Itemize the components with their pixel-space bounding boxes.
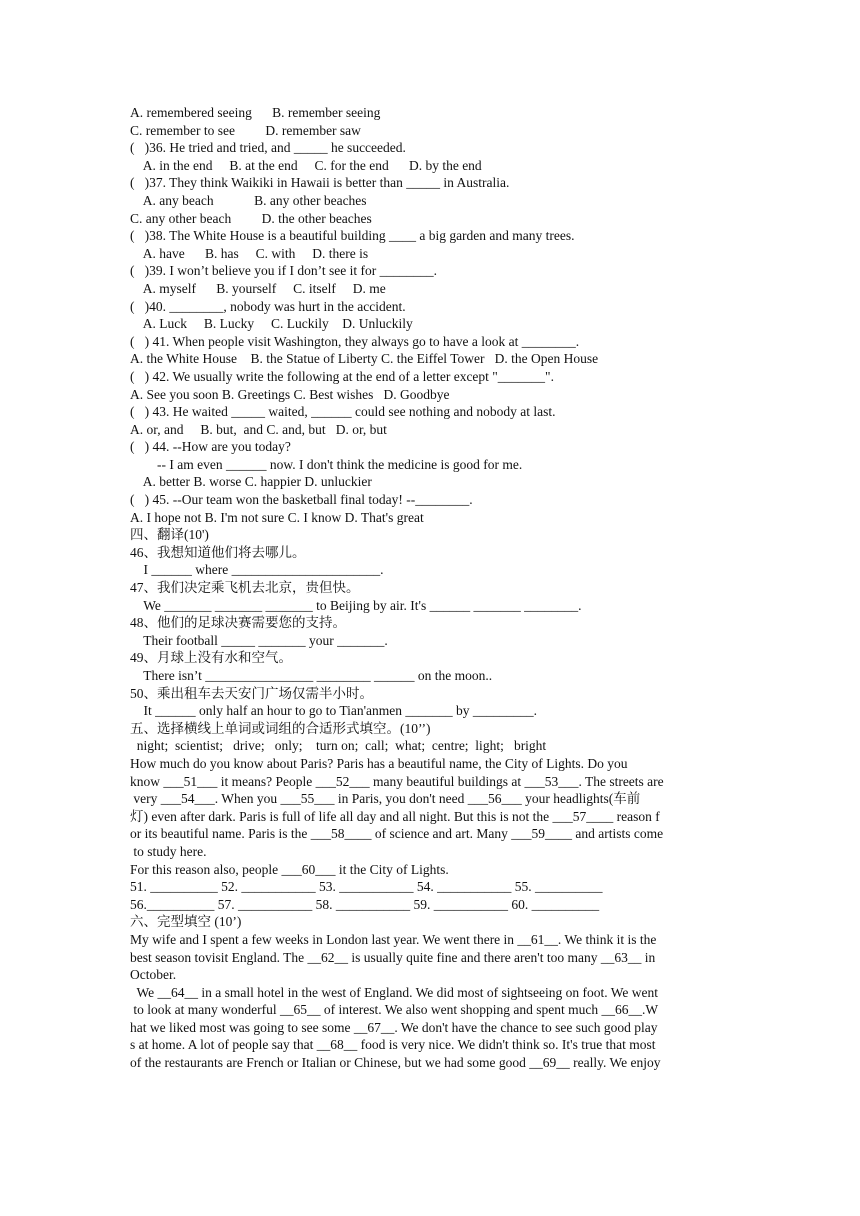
text-line: For this reason also, people ___60___ it the City of Lights. bbox=[130, 861, 449, 877]
text-line: Their football _____ _______ your _______. bbox=[130, 632, 388, 648]
text-line: best season tovisit England. The __62__ is usually quite fine and there aren't too many __63__ in bbox=[130, 949, 656, 965]
section-heading: 六、完型填空 (10’) bbox=[130, 914, 242, 930]
text-line: very ___54___. When you ___55___ in Paris, you don't need ___56___ your headlights(车前 bbox=[130, 791, 641, 807]
text-line: A. remembered seeing B. remember seeing bbox=[130, 105, 381, 120]
text-line: ( )38. The White House is a beautiful building ____ a big garden and many trees. bbox=[130, 228, 575, 244]
text-line: ( )37. They think Waikiki in Hawaii is better than _____ in Australia. bbox=[130, 175, 510, 191]
text-line: A. or, and B. but, and C. and, but D. or, but bbox=[130, 421, 387, 437]
text-line: We _______ _______ _______ to Beijing by air. It's ______ _______ ________. bbox=[130, 597, 582, 613]
section-heading: 五、选择横线上单词或词组的合适形式填空。(10’’) bbox=[130, 720, 431, 736]
text-line: There isn’t ________________ ________ ______ on the moon.. bbox=[130, 668, 493, 683]
text-line: to study here. bbox=[130, 843, 207, 859]
text-line: C. remember to see D. remember saw bbox=[130, 122, 361, 138]
text-line: A. I hope not B. I'm not sure C. I know D. That's great bbox=[130, 509, 424, 525]
text-line: ( ) 44. --How are you today? bbox=[130, 439, 291, 455]
text-line: A. the White House B. the Statue of Liberty C. the Eiffel Tower D. the Open House bbox=[130, 351, 599, 367]
text-line: It ______ only half an hour to go to Tian'anmen _______ by _________. bbox=[130, 703, 538, 719]
document-body bbox=[130, 104, 740, 1072]
text-line: I ______ where ______________________. bbox=[130, 562, 384, 578]
text-line: A. better B. worse C. happier D. unluckier bbox=[130, 474, 372, 490]
text-line: How much do you know about Paris? Paris has a beautiful name, the City of Lights. Do you bbox=[130, 755, 628, 771]
text-line: A. myself B. yourself C. itself D. me bbox=[130, 280, 386, 296]
text-line: A. Luck B. Lucky C. Luckily D. Unluckily bbox=[130, 316, 413, 332]
text-line: s at home. A lot of people say that __68__ food is very nice. We didn't think so. It's true that most bbox=[130, 1037, 656, 1053]
text-line: or its beautiful name. Paris is the ___58____ of science and art. Many ___59____ and artists come bbox=[130, 826, 664, 842]
text-line: A. have B. has C. with D. there is bbox=[130, 245, 369, 261]
text-line: ( )40. ________, nobody was hurt in the accident. bbox=[130, 298, 406, 314]
answer-blanks: 51. __________ 52. ___________ 53. ___________ 54. ___________ 55. __________ bbox=[130, 879, 603, 895]
text-line: know ___51___ it means? People ___52___ many beautiful buildings at ___53___. The streets are bbox=[130, 773, 664, 789]
section-heading: 四、翻译(10') bbox=[130, 527, 209, 543]
text-line: A. any beach B. any other beaches bbox=[130, 192, 367, 208]
text-line: 灯) even after dark. Paris is full of life all day and all night. But this is not the ___57____ reason f bbox=[130, 808, 660, 824]
text-line: to look at many wonderful __65__ of interest. We also went shopping and spent much __66__.W bbox=[130, 1002, 659, 1018]
text-line: ( ) 42. We usually write the following at the end of a letter except "_______". bbox=[130, 368, 554, 384]
text-line: ( ) 43. He waited _____ waited, ______ could see nothing and nobody at last. bbox=[130, 404, 556, 420]
text-line: ( ) 41. When people visit Washington, they always go to have a look at ________. bbox=[130, 333, 580, 349]
text-line: -- I am even ______ now. I don't think the medicine is good for me. bbox=[130, 456, 523, 472]
text-line: A. See you soon B. Greetings C. Best wishes D. Goodbye bbox=[130, 386, 450, 402]
answer-blanks: 56.__________ 57. ___________ 58. ___________ 59. ___________ 60. __________ bbox=[130, 896, 600, 912]
text-line: 48、他们的足球决赛需要您的支持。 bbox=[130, 615, 346, 631]
text-line: 50、乘出租车去天安门广场仅需半小时。 bbox=[130, 685, 373, 701]
text-line: October. bbox=[130, 967, 177, 983]
text-line: 47、我们决定乘飞机去北京，贵但快。 bbox=[130, 580, 360, 596]
text-line: We __64__ in a small hotel in the west of England. We did most of sightseeing on foot. We went bbox=[130, 984, 659, 1000]
text-line: ( )39. I won’t believe you if I don’t see it for ________. bbox=[130, 263, 437, 279]
text-line: 49、月球上没有水和空气。 bbox=[130, 650, 292, 666]
text-line: A. in the end B. at the end C. for the end D. by the end bbox=[130, 157, 482, 173]
text-line: My wife and I spent a few weeks in London last year. We went there in __61__. We think it is the bbox=[130, 931, 657, 947]
word-bank: night; scientist; drive; only; turn on; call; what; centre; light; bright bbox=[130, 738, 547, 754]
text-line: C. any other beach D. the other beaches bbox=[130, 210, 372, 226]
text-line: 46、我想知道他们将去哪儿。 bbox=[130, 544, 306, 560]
text-line: ( ) 45. --Our team won the basketball final today! --________. bbox=[130, 492, 473, 508]
text-line: hat we liked most was going to see some __67__. We don't have the chance to see such good play bbox=[130, 1019, 658, 1035]
text-line: ( )36. He tried and tried, and _____ he succeeded. bbox=[130, 140, 406, 156]
text-line: of the restaurants are French or Italian or Chinese, but we had some good __69__ really. We enjoy bbox=[130, 1055, 661, 1071]
